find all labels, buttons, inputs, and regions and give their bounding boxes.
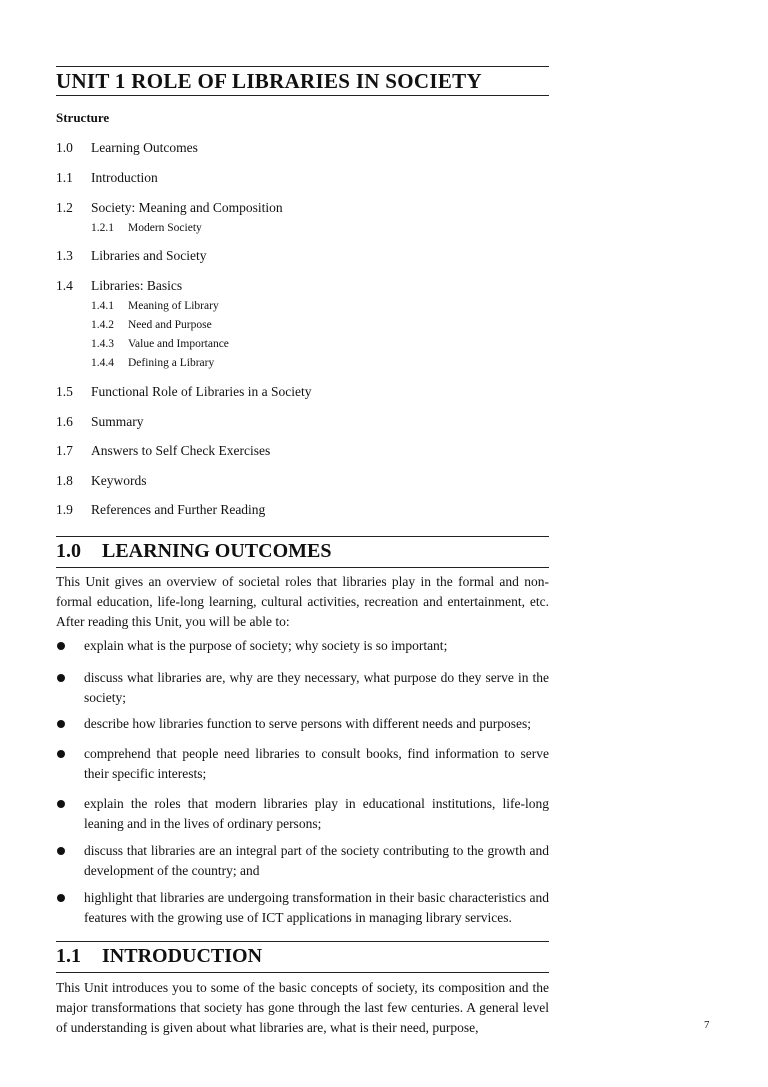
section-heading-outcomes: 1.0 LEARNING OUTCOMES [56,536,549,568]
structure-label: Structure [56,110,110,125]
toc-subitem[interactable]: 1.4.3 Value and Importance [91,338,229,350]
toc-item[interactable]: 1.1 Introduction [56,170,158,185]
toc-item[interactable]: 1.4 Libraries: Basics [56,278,183,293]
unit-title: UNIT 1 ROLE OF LIBRARIES IN SOCIETY [56,66,549,96]
bullet-icon [57,720,65,728]
bullet-icon [57,750,65,758]
toc-item[interactable]: 1.0 Learning Outcomes [56,140,198,155]
toc-item[interactable]: 1.8 Keywords [56,473,147,488]
bullet-icon [57,847,65,855]
toc-subitem[interactable]: 1.4.4 Defining a Library [91,357,215,369]
introduction-text: This Unit introduces you to some of the basic concepts of society, its composition and the major transformations that society has gone through the last few centuries. A general level of understanding is given about what libraries are, what is their need, purpose, [56,980,549,1035]
toc-subitem[interactable]: 1.4.1 Meaning of Library [91,300,219,312]
outcomes-intro: This Unit gives an overview of societal roles that libraries play in the formal and non-formal education, life-long learning, cultural activities, recreation and entertainment, etc. After reading this Unit, you will be able to: [56,574,549,629]
list-item: describe how libraries function to serve persons with different needs and purposes; [56,714,549,734]
list-item: explain the roles that modern libraries play in educational institutions, life-long leaning and in the lives of ordinary persons; [56,794,549,834]
bullet-icon [57,894,65,902]
section-heading-introduction: 1.1 INTRODUCTION [56,941,549,973]
toc-subitem[interactable]: 1.4.2 Need and Purpose [91,319,212,331]
toc-item[interactable]: 1.6 Summary [56,414,144,429]
list-item: highlight that libraries are undergoing transformation in their basic characteristics and features with the growing use of ICT applications in managing library services. [56,888,549,928]
bullet-icon [57,642,65,650]
bullet-icon [57,800,65,808]
toc-item[interactable]: 1.3 Libraries and Society [56,248,207,263]
toc-item[interactable]: 1.9 References and Further Reading [56,502,266,517]
toc-item[interactable]: 1.2 Society: Meaning and Composition [56,200,283,215]
list-item: discuss what libraries are, why are they necessary, what purpose do they serve in the society; [56,668,549,708]
page-number: 7 [704,1019,710,1031]
toc-subitem[interactable]: 1.2.1 Modern Society [91,222,202,234]
list-item: explain what is the purpose of society; why society is so important; [56,636,549,656]
toc-item[interactable]: 1.7 Answers to Self Check Exercises [56,443,271,458]
list-item: discuss that libraries are an integral part of the society contributing to the growth and development of the country; and [56,841,549,881]
toc-item[interactable]: 1.5 Functional Role of Libraries in a Society [56,384,312,399]
list-item: comprehend that people need libraries to consult books, find information to serve their specific interests; [56,744,549,784]
bullet-icon [57,674,65,682]
